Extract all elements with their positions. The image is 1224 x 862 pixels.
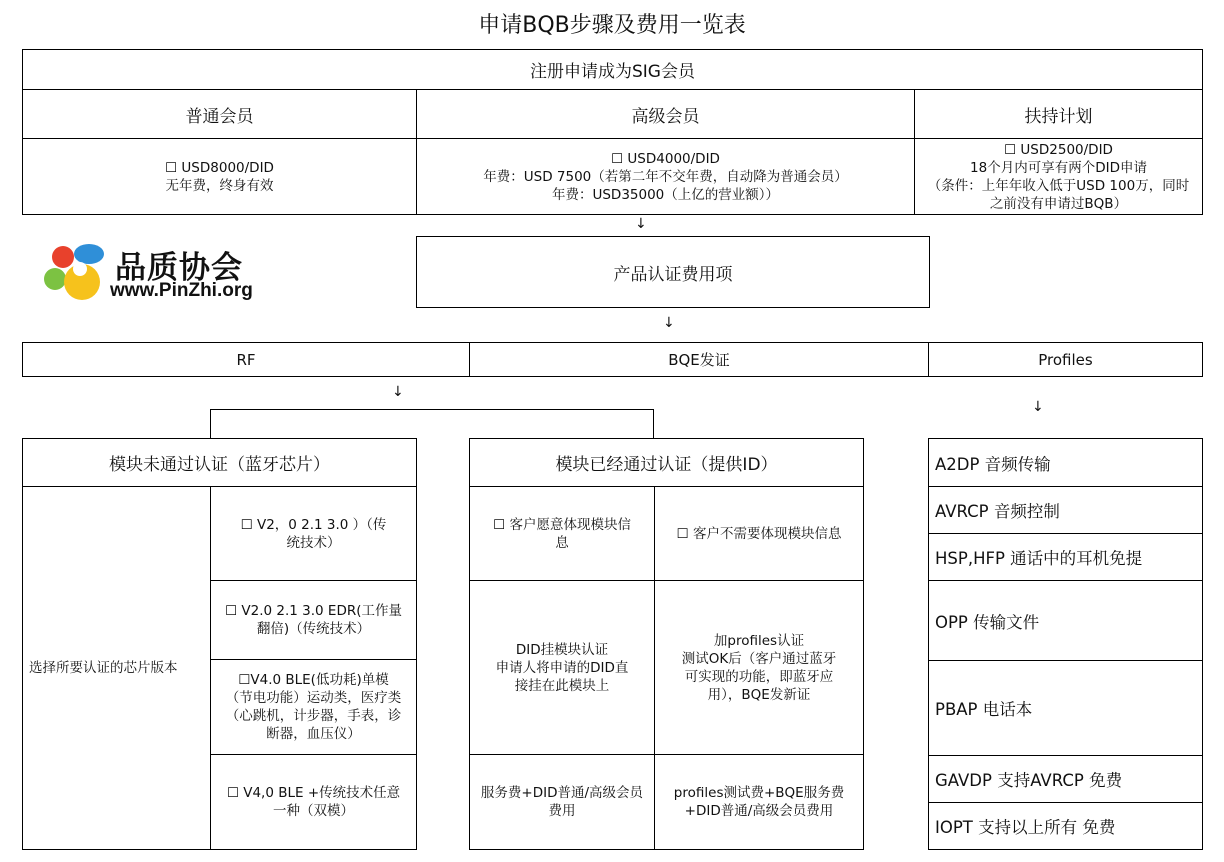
detail-line: ☐ USD4000/DID <box>611 150 720 167</box>
detail-line: 无年费，终身有效 <box>165 177 274 194</box>
option-line: ☐ V4,0 BLE +传统技术任意 <box>226 785 401 801</box>
profile-opp: OPP 传输文件 <box>928 580 1203 661</box>
membership-regular-detail <box>22 138 417 215</box>
hide-module-info-option[interactable] <box>654 486 864 581</box>
cell-line: 服务费+DID普通/高级会员 <box>480 785 644 801</box>
pinzhi-logo <box>40 240 270 310</box>
membership-premium-detail <box>416 138 915 215</box>
detail-line: （条件：上年年收入低于USD 100万，同时 <box>927 177 1190 194</box>
connector-line <box>210 409 654 410</box>
cell-line: ☐ 客户愿意体现模块信 <box>493 516 631 533</box>
cell-line: 申请人将申请的DID直 <box>495 659 629 676</box>
option-line: 翻倍)（传统技术） <box>256 621 371 637</box>
profile-hsp-hfp: HSP,HFP 通话中的耳机免提 <box>928 533 1203 581</box>
cell-line: 费用 <box>548 803 576 819</box>
profile-avrcp: AVRCP 音频控制 <box>928 486 1203 534</box>
detail-line: 之前没有申请过BQB） <box>989 195 1128 212</box>
category-profiles: Profiles <box>928 342 1203 377</box>
chip-option-v4-ble[interactable] <box>210 659 417 755</box>
profile-pbap: PBAP 电话本 <box>928 660 1203 756</box>
arrow-down: ↓ <box>635 216 647 232</box>
detail-line: ☐ USD2500/DID <box>1004 141 1113 158</box>
show-module-info-option[interactable] <box>469 486 655 581</box>
category-bqe: BQE发证 <box>469 342 929 377</box>
chip-option-v2[interactable] <box>210 486 417 581</box>
profile-iopt: IOPT 支持以上所有 免费 <box>928 802 1203 850</box>
page-title: 申请BQB步骤及费用一览表 <box>478 13 746 38</box>
detail-line: 年费：USD 7500（若第二年不交年费，自动降为普通会员） <box>483 168 848 185</box>
logo-en-text: www.PinZhi.org <box>110 280 253 301</box>
chip-version-label: 选择所要认证的芯片版本 <box>22 486 211 850</box>
cell-line: 用），BQE发新证 <box>707 686 811 703</box>
cell-line: profiles测试费+BQE服务费 <box>673 785 845 801</box>
arrow-down: ↓ <box>1032 399 1044 415</box>
cell-line: 可实现的功能，即蓝牙应 <box>684 668 834 685</box>
cell-line: 测试OK后（客户通过蓝牙 <box>681 650 837 667</box>
profile-a2dp: A2DP 音频传输 <box>928 438 1203 487</box>
arrow-down: ↓ <box>663 315 675 331</box>
detail-line: 18个月内可享有两个DID申请 <box>970 159 1147 176</box>
chip-option-v2-edr[interactable] <box>210 580 417 660</box>
certified-title: 模块已经通过认证（提供ID） <box>469 438 864 487</box>
option-line: （节电功能）运动类，医疗类 <box>225 690 402 706</box>
category-rf: RF <box>22 342 470 377</box>
cell-line: +DID普通/高级会员费用 <box>684 803 834 819</box>
connector-line <box>210 409 211 439</box>
profiles-cert <box>654 580 864 755</box>
did-module-fee <box>469 754 655 850</box>
option-line: ☐ V2.0 2.1 3.0 EDR(工作量 <box>225 603 402 619</box>
logo-petal-red <box>52 246 74 268</box>
register-header: 注册申请成为SIG会员 <box>22 49 1203 90</box>
not-certified-title: 模块未通过认证（蓝牙芯片） <box>22 438 417 487</box>
membership-regular-title: 普通会员 <box>22 89 417 139</box>
profile-gavdp: GAVDP 支持AVRCP 免费 <box>928 755 1203 803</box>
option-line: 统技术） <box>286 534 341 551</box>
cell-line: DID挂模块认证 <box>515 641 609 658</box>
did-module-cert <box>469 580 655 755</box>
membership-support-detail <box>914 138 1203 215</box>
logo-petal-blue <box>74 244 104 264</box>
detail-line: ☐ USD8000/DID <box>165 159 274 176</box>
membership-premium-title: 高级会员 <box>416 89 915 139</box>
arrow-down: ↓ <box>392 384 404 400</box>
cell-line: ☐ 客户不需要体现模块信息 <box>676 525 842 542</box>
product-fee-box: 产品认证费用项 <box>416 236 930 308</box>
cell-line: 接挂在此模块上 <box>514 677 610 694</box>
option-line: 断器，血压仪） <box>266 726 361 742</box>
cell-line: 息 <box>555 534 569 551</box>
option-line: ☐V4.0 BLE(低功耗)单模 <box>238 672 389 688</box>
option-line: ☐ V2，0 2.1 3.0 ）（传 <box>240 516 387 533</box>
option-line: 一种（双模） <box>273 803 354 819</box>
logo-cn-text: 品质协会 <box>115 250 243 286</box>
detail-line: 年费：USD35000（上亿的营业额）） <box>551 186 780 203</box>
cell-line: 加profiles认证 <box>713 632 805 649</box>
option-line: （心跳机，计步器，手表，诊 <box>225 708 402 724</box>
logo-petal-green <box>44 268 66 290</box>
logo-center <box>73 262 87 276</box>
profiles-fee <box>654 754 864 850</box>
connector-line <box>653 409 654 439</box>
membership-support-title: 扶持计划 <box>914 89 1203 139</box>
chip-option-v4-dual[interactable] <box>210 754 417 850</box>
